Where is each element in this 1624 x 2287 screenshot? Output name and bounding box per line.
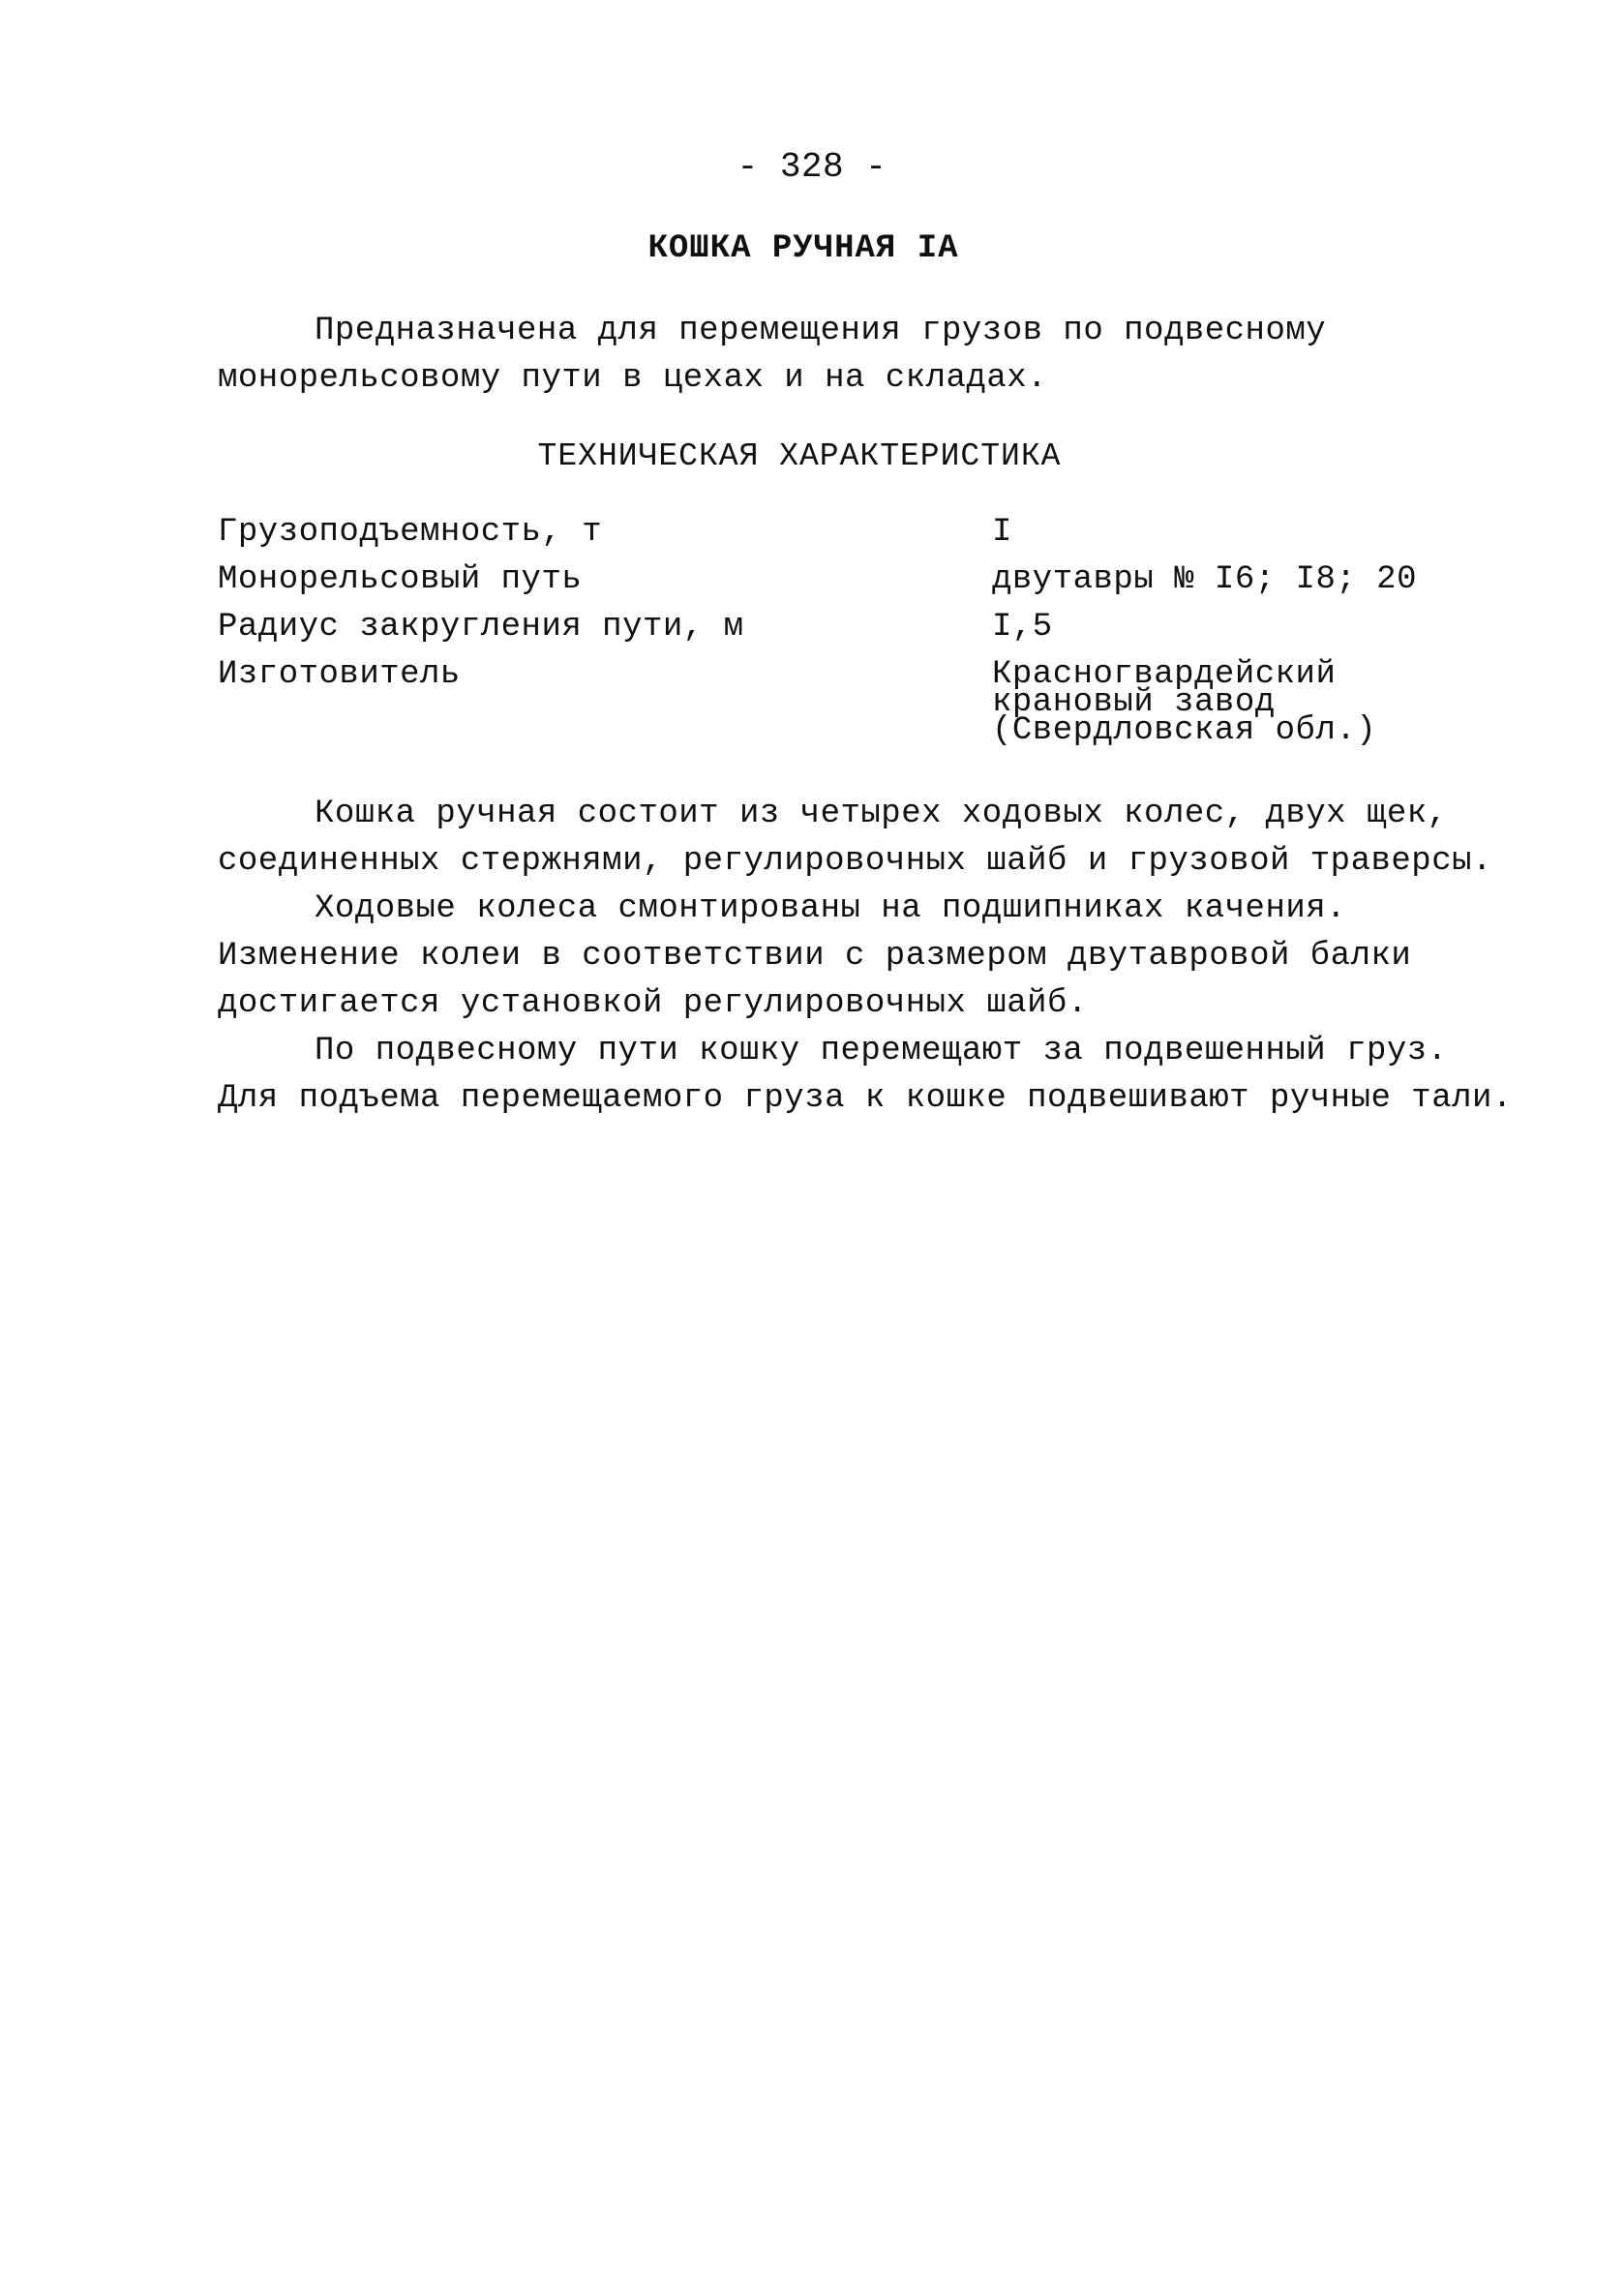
intro-line-2: монорельсовому пути в цехах и на складах. [218, 360, 1048, 397]
spec-row-monorail [218, 557, 1476, 604]
manufacturer-line-3: (Свердловская обл.) [992, 712, 1377, 749]
manufacturer-line-1: Красногвардейский [992, 656, 1337, 693]
spec-label: Изготовитель [218, 656, 461, 693]
intro-paragraph [218, 308, 1476, 403]
spec-value: I,5 [992, 609, 1053, 646]
intro-line-1: Предназначена для перемещения грузов по подвесному [315, 313, 1327, 349]
body-p3-line-1: По подвесному пути кошку перемещают за подвешенный груз. [315, 1033, 1448, 1069]
body-p2-line-2: Изменение колеи в соответствии с размером двутавровой балки [218, 938, 1412, 975]
spec-label: Монорельсовый путь [218, 561, 583, 598]
spec-value: двутавры № I6; I8; 20 [992, 561, 1417, 598]
spec-label: Радиус закругления пути, м [218, 609, 744, 646]
spec-value: I [992, 514, 1012, 551]
spec-row-radius [218, 604, 1476, 651]
page-number: - 328 - [737, 147, 887, 187]
spec-row-capacity [218, 509, 1476, 557]
spec-label: Грузоподъемность, т [218, 514, 603, 551]
manufacturer-line-2: крановый завод [992, 684, 1276, 721]
body-p2-line-1: Ходовые колеса смонтированы на подшипниках качения. [315, 890, 1347, 927]
body-p1-line-1: Кошка ручная состоит из четырех ходовых колес, двух щек, [315, 796, 1448, 832]
document-title: КОШКА РУЧНАЯ IA [647, 230, 959, 267]
body-p1-line-2: соединенных стержнями, регулировочных шайб и грузовой траверсы. [218, 843, 1492, 880]
spec-value-manufacturer [992, 656, 1476, 749]
body-p2-line-3: достигается установкой регулировочных шайб. [218, 985, 1088, 1022]
body-text [218, 791, 1515, 1123]
spec-row-manufacturer [218, 651, 1476, 767]
body-p3-line-2: Для подъема перемещаемого груза к кошке подвешивают ручные тали. [218, 1080, 1513, 1117]
specs-heading: ТЕХНИЧЕСКАЯ ХАРАКТЕРИСТИКА [537, 438, 1062, 474]
specs-table [218, 509, 1476, 767]
